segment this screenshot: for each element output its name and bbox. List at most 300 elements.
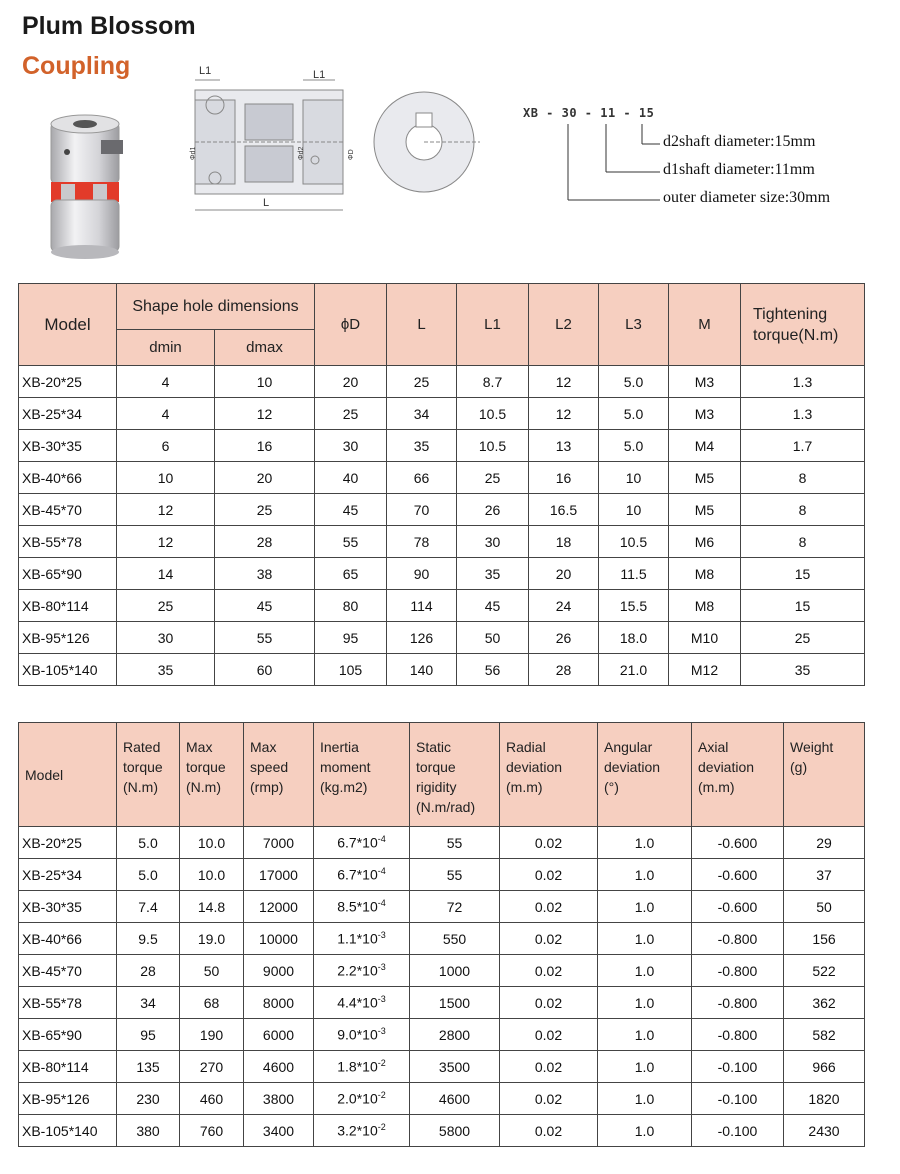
table-cell: 95 <box>117 1019 180 1051</box>
model-cell: XB-65*90 <box>19 1019 117 1051</box>
table-cell: 12 <box>529 366 599 398</box>
table-cell: 25 <box>457 462 529 494</box>
table-cell: 10.5 <box>599 526 669 558</box>
table-cell: 0.02 <box>500 891 598 923</box>
inertia-cell <box>314 987 410 1019</box>
header-line: speed <box>250 759 289 775</box>
table-cell: 3500 <box>410 1051 500 1083</box>
d1-label: Φd1 <box>190 146 197 160</box>
inertia-cell <box>314 923 410 955</box>
model-cell: XB-25*34 <box>19 398 117 430</box>
col-d: ϕD <box>315 284 387 366</box>
header-line: torque <box>123 759 163 775</box>
table-cell: 5.0 <box>599 398 669 430</box>
perf-col-header <box>117 723 180 827</box>
header-line: Model <box>25 766 64 783</box>
table-cell: M3 <box>669 366 741 398</box>
table-cell: 0.02 <box>500 987 598 1019</box>
col-l3: L3 <box>599 284 669 366</box>
table-cell: 50 <box>180 955 244 987</box>
inertia-cell <box>314 1083 410 1115</box>
table-cell: 1.7 <box>741 430 865 462</box>
table-row <box>19 987 865 1019</box>
front-view-drawing <box>372 85 482 200</box>
table-cell: 9.5 <box>117 923 180 955</box>
header-line: Angular <box>604 739 653 755</box>
header-line: (°) <box>604 779 619 795</box>
table-cell: -0.100 <box>692 1083 784 1115</box>
table-cell: 10.5 <box>457 398 529 430</box>
model-cell: XB-20*25 <box>19 366 117 398</box>
table-cell: 10000 <box>244 923 314 955</box>
table-cell: 1.0 <box>598 859 692 891</box>
table-cell: 28 <box>117 955 180 987</box>
table-cell: 12 <box>117 526 215 558</box>
table-cell: 10 <box>599 462 669 494</box>
table-row <box>19 1083 865 1115</box>
table-row <box>19 430 865 462</box>
table-row <box>19 654 865 686</box>
table-row <box>19 923 865 955</box>
table-cell: 68 <box>180 987 244 1019</box>
header-line: (g) <box>790 759 808 775</box>
table-cell: 18 <box>529 526 599 558</box>
table-cell: 140 <box>387 654 457 686</box>
table-row <box>19 558 865 590</box>
table-row <box>19 891 865 923</box>
table-cell: 7.4 <box>117 891 180 923</box>
table-row <box>19 859 865 891</box>
table-cell: 11.5 <box>599 558 669 590</box>
table-cell: 12 <box>215 398 315 430</box>
table-row <box>19 827 865 859</box>
table-row <box>19 366 865 398</box>
table-cell: 6000 <box>244 1019 314 1051</box>
table-cell: 105 <box>315 654 387 686</box>
header-line: torque <box>186 759 226 775</box>
inertia-mantissa: 1.1*10 <box>337 930 378 947</box>
l1-left-label: L1 <box>199 65 212 77</box>
side-view-drawing <box>185 60 360 220</box>
table-cell: -0.100 <box>692 1051 784 1083</box>
inertia-cell <box>314 859 410 891</box>
table-cell: 21.0 <box>599 654 669 686</box>
model-cell: XB-45*70 <box>19 955 117 987</box>
inertia-mantissa: 6.7*10 <box>337 866 378 883</box>
table-cell: -0.800 <box>692 987 784 1019</box>
inertia-exponent: -3 <box>377 962 386 973</box>
table-cell: 190 <box>180 1019 244 1051</box>
table-cell: 13 <box>529 430 599 462</box>
table-cell: M10 <box>669 622 741 654</box>
table-cell: 45 <box>315 494 387 526</box>
inertia-mantissa: 2.0*10 <box>337 1090 378 1107</box>
table-cell: 15.5 <box>599 590 669 622</box>
model-cell: XB-105*140 <box>19 1115 117 1147</box>
table-cell: 25 <box>315 398 387 430</box>
header-line: Rated <box>123 739 161 755</box>
header-line: Max <box>186 739 213 755</box>
page-subtitle: Coupling <box>22 52 131 80</box>
table-cell: 55 <box>410 827 500 859</box>
table-cell: 0.02 <box>500 1051 598 1083</box>
table-cell: 8.7 <box>457 366 529 398</box>
table-cell: 26 <box>457 494 529 526</box>
table-cell: 35 <box>741 654 865 686</box>
table-cell: 2800 <box>410 1019 500 1051</box>
header-line: torque <box>416 759 456 775</box>
l1-right-label: L1 <box>313 69 326 81</box>
table-cell: 34 <box>387 398 457 430</box>
table-row <box>19 462 865 494</box>
model-cell: XB-105*140 <box>19 654 117 686</box>
table-cell: 5800 <box>410 1115 500 1147</box>
table-cell: -0.800 <box>692 955 784 987</box>
header-line: Axial <box>698 739 729 755</box>
table-cell: 135 <box>117 1051 180 1083</box>
table-cell: 1.3 <box>741 398 865 430</box>
inertia-cell <box>314 1019 410 1051</box>
table-cell: 3800 <box>244 1083 314 1115</box>
table-cell: M3 <box>669 398 741 430</box>
table-cell: 10.0 <box>180 859 244 891</box>
table-cell: 0.02 <box>500 1115 598 1147</box>
table-row <box>19 622 865 654</box>
table-cell: 65 <box>315 558 387 590</box>
col-l: L <box>387 284 457 366</box>
col-torque: Tightening torque(N.m) <box>741 284 865 366</box>
table-row <box>19 398 865 430</box>
inertia-exponent: -2 <box>377 1090 386 1101</box>
header-line: (rmp) <box>250 779 284 795</box>
table-cell: 15 <box>741 558 865 590</box>
model-cell: XB-30*35 <box>19 430 117 462</box>
perf-col-header <box>784 723 865 827</box>
model-cell: XB-80*114 <box>19 590 117 622</box>
table-cell: 30 <box>457 526 529 558</box>
col-m: M <box>669 284 741 366</box>
table-cell: 66 <box>387 462 457 494</box>
model-cell: XB-25*34 <box>19 859 117 891</box>
header-line: Static <box>416 739 452 755</box>
table-cell: 12000 <box>244 891 314 923</box>
header-line: deviation <box>506 759 563 775</box>
table-cell: M12 <box>669 654 741 686</box>
inertia-exponent: -4 <box>377 898 386 909</box>
table-row <box>19 526 865 558</box>
outer-diameter-label: outer diameter size:30mm <box>663 189 831 206</box>
table-cell: 0.02 <box>500 827 598 859</box>
table-cell: 5.0 <box>117 827 180 859</box>
table-cell: 460 <box>180 1083 244 1115</box>
table-cell: 50 <box>784 891 865 923</box>
header-line: (kg.m2) <box>320 779 368 795</box>
perf-col-header <box>19 723 117 827</box>
table-cell: 12 <box>117 494 215 526</box>
table-cell: 0.02 <box>500 923 598 955</box>
table-cell: 20 <box>529 558 599 590</box>
inertia-exponent: -4 <box>377 834 386 845</box>
table-cell: 55 <box>410 859 500 891</box>
table-cell: 966 <box>784 1051 865 1083</box>
table-cell: 1.3 <box>741 366 865 398</box>
table-cell: 1820 <box>784 1083 865 1115</box>
header-line: deviation <box>698 759 755 775</box>
model-cell: XB-40*66 <box>19 923 117 955</box>
table-cell: 25 <box>387 366 457 398</box>
col-dmax: dmax <box>215 330 315 366</box>
table-cell: 10 <box>599 494 669 526</box>
table-cell: -0.600 <box>692 891 784 923</box>
page-title: Plum Blossom <box>22 12 196 40</box>
table-cell: 20 <box>315 366 387 398</box>
header-line: rigidity <box>416 779 457 795</box>
table-cell: 380 <box>117 1115 180 1147</box>
inertia-exponent: -2 <box>377 1058 386 1069</box>
col-shape-hole: Shape hole dimensions <box>117 284 315 330</box>
table-cell: 10.5 <box>457 430 529 462</box>
d-label: ΦD <box>348 149 355 160</box>
table-cell: -0.600 <box>692 859 784 891</box>
table-cell: 24 <box>529 590 599 622</box>
table-cell: 230 <box>117 1083 180 1115</box>
table-cell: 4 <box>117 366 215 398</box>
table-cell: 16.5 <box>529 494 599 526</box>
table-cell: 35 <box>457 558 529 590</box>
table-cell: 5.0 <box>599 366 669 398</box>
table-cell: 3400 <box>244 1115 314 1147</box>
table-cell: 522 <box>784 955 865 987</box>
model-cell: XB-95*126 <box>19 1083 117 1115</box>
table-cell: 28 <box>529 654 599 686</box>
table-row <box>19 1051 865 1083</box>
table-cell: 9000 <box>244 955 314 987</box>
model-cell: XB-80*114 <box>19 1051 117 1083</box>
table-cell: 25 <box>741 622 865 654</box>
header-line: Weight <box>790 739 834 755</box>
perf-col-header <box>180 723 244 827</box>
table-cell: 760 <box>180 1115 244 1147</box>
table-cell: 5.0 <box>599 430 669 462</box>
perf-col-header <box>314 723 410 827</box>
table-cell: 70 <box>387 494 457 526</box>
model-cell: XB-55*78 <box>19 526 117 558</box>
perf-col-header <box>692 723 784 827</box>
table-cell: M8 <box>669 590 741 622</box>
model-cell: XB-30*35 <box>19 891 117 923</box>
l-label: L <box>263 197 270 209</box>
table-cell: M4 <box>669 430 741 462</box>
table-cell: 2430 <box>784 1115 865 1147</box>
inertia-mantissa: 6.7*10 <box>337 834 378 851</box>
header-line: Inertia <box>320 739 359 755</box>
table-cell: 1.0 <box>598 827 692 859</box>
table-cell: 1.0 <box>598 1083 692 1115</box>
col-l2: L2 <box>529 284 599 366</box>
perf-col-header <box>598 723 692 827</box>
table-cell: 362 <box>784 987 865 1019</box>
header-line: Max <box>250 739 277 755</box>
header-line: (m.m) <box>698 779 735 795</box>
table-cell: 156 <box>784 923 865 955</box>
inertia-mantissa: 2.2*10 <box>337 962 378 979</box>
table-cell: 17000 <box>244 859 314 891</box>
table-cell: 582 <box>784 1019 865 1051</box>
col-dmin: dmin <box>117 330 215 366</box>
table-cell: -0.100 <box>692 1115 784 1147</box>
header-line: Radial <box>506 739 546 755</box>
header-line: (N.m) <box>123 779 158 795</box>
table-cell: 28 <box>215 526 315 558</box>
model-cell: XB-45*70 <box>19 494 117 526</box>
table-cell: 50 <box>457 622 529 654</box>
table-cell: 1.0 <box>598 891 692 923</box>
perf-col-header <box>244 723 314 827</box>
table-cell: -0.600 <box>692 827 784 859</box>
inertia-exponent: -4 <box>377 866 386 877</box>
table-cell: 30 <box>117 622 215 654</box>
table-cell: 25 <box>117 590 215 622</box>
table-cell: 60 <box>215 654 315 686</box>
header-line: moment <box>320 759 371 775</box>
table-cell: M5 <box>669 494 741 526</box>
table-row <box>19 1019 865 1051</box>
table-cell: 25 <box>215 494 315 526</box>
table-cell: 4 <box>117 398 215 430</box>
table-row <box>19 1115 865 1147</box>
table-cell: 550 <box>410 923 500 955</box>
inertia-cell <box>314 891 410 923</box>
table-cell: 35 <box>117 654 215 686</box>
table-cell: 10 <box>215 366 315 398</box>
table-cell: 38 <box>215 558 315 590</box>
header-line: deviation <box>604 759 661 775</box>
d2-shaft-label: d2shaft diameter:15mm <box>663 133 816 150</box>
table-cell: -0.800 <box>692 1019 784 1051</box>
table-cell: 16 <box>215 430 315 462</box>
inertia-cell <box>314 1115 410 1147</box>
table-cell: 0.02 <box>500 1083 598 1115</box>
table-cell: 14 <box>117 558 215 590</box>
perf-col-header <box>410 723 500 827</box>
dimension-table <box>18 283 865 686</box>
table-cell: 34 <box>117 987 180 1019</box>
inertia-mantissa: 4.4*10 <box>337 994 378 1011</box>
table-cell: 95 <box>315 622 387 654</box>
col-model: Model <box>19 284 117 366</box>
inertia-cell <box>314 955 410 987</box>
table-cell: 45 <box>457 590 529 622</box>
table-cell: 37 <box>784 859 865 891</box>
table-cell: 30 <box>315 430 387 462</box>
model-code: XB - 30 - 11 - 15 <box>523 106 655 120</box>
header-line: (N.m) <box>186 779 221 795</box>
model-cell: XB-95*126 <box>19 622 117 654</box>
table-cell: 1.0 <box>598 1019 692 1051</box>
table-cell: 5.0 <box>117 859 180 891</box>
table-cell: 78 <box>387 526 457 558</box>
table-cell: M6 <box>669 526 741 558</box>
table-cell: -0.800 <box>692 923 784 955</box>
table-cell: 126 <box>387 622 457 654</box>
d1-shaft-label: d1shaft diameter:11mm <box>663 161 815 178</box>
header-line: (N.m/rad) <box>416 799 476 815</box>
table-cell: 270 <box>180 1051 244 1083</box>
table-cell: 7000 <box>244 827 314 859</box>
table-cell: 6 <box>117 430 215 462</box>
table-cell: 20 <box>215 462 315 494</box>
table-cell: 8000 <box>244 987 314 1019</box>
table-cell: 1.0 <box>598 923 692 955</box>
table-cell: 0.02 <box>500 955 598 987</box>
table-cell: 45 <box>215 590 315 622</box>
table-cell: 1.0 <box>598 987 692 1019</box>
table-cell: 35 <box>387 430 457 462</box>
table-cell: 55 <box>315 526 387 558</box>
table-cell: 90 <box>387 558 457 590</box>
table-cell: 14.8 <box>180 891 244 923</box>
table-cell: 1.0 <box>598 1115 692 1147</box>
inertia-mantissa: 8.5*10 <box>337 898 378 915</box>
inertia-exponent: -2 <box>377 1122 386 1133</box>
table-cell: 1500 <box>410 987 500 1019</box>
table-cell: 18.0 <box>599 622 669 654</box>
performance-table <box>18 722 865 1147</box>
table-row <box>19 590 865 622</box>
table-cell: 8 <box>741 526 865 558</box>
table-cell: 114 <box>387 590 457 622</box>
table-cell: 12 <box>529 398 599 430</box>
table-cell: 0.02 <box>500 859 598 891</box>
inertia-cell <box>314 1051 410 1083</box>
inertia-exponent: -3 <box>377 930 386 941</box>
table-cell: 10.0 <box>180 827 244 859</box>
table-row <box>19 955 865 987</box>
model-cell: XB-40*66 <box>19 462 117 494</box>
table-cell: 16 <box>529 462 599 494</box>
table-cell: 29 <box>784 827 865 859</box>
col-l1: L1 <box>457 284 529 366</box>
inertia-mantissa: 1.8*10 <box>337 1058 378 1075</box>
table-cell: 1.0 <box>598 955 692 987</box>
perf-col-header <box>500 723 598 827</box>
table-cell: 80 <box>315 590 387 622</box>
model-cell: XB-65*90 <box>19 558 117 590</box>
table-cell: 56 <box>457 654 529 686</box>
header-line: (m.m) <box>506 779 543 795</box>
table-cell: 8 <box>741 494 865 526</box>
table-cell: M8 <box>669 558 741 590</box>
table-cell: 19.0 <box>180 923 244 955</box>
inertia-exponent: -3 <box>377 1026 386 1037</box>
inertia-mantissa: 3.2*10 <box>337 1122 378 1139</box>
inertia-cell <box>314 827 410 859</box>
coupling-photo <box>45 112 125 260</box>
table-cell: 40 <box>315 462 387 494</box>
table-row <box>19 494 865 526</box>
table-cell: 1000 <box>410 955 500 987</box>
table-cell: 0.02 <box>500 1019 598 1051</box>
table-cell: 72 <box>410 891 500 923</box>
d2-label: Φd2 <box>298 146 305 160</box>
table-cell: 4600 <box>410 1083 500 1115</box>
table-cell: 15 <box>741 590 865 622</box>
table-cell: 1.0 <box>598 1051 692 1083</box>
model-cell: XB-55*78 <box>19 987 117 1019</box>
table-cell: M5 <box>669 462 741 494</box>
inertia-mantissa: 9.0*10 <box>337 1026 378 1043</box>
table-cell: 8 <box>741 462 865 494</box>
